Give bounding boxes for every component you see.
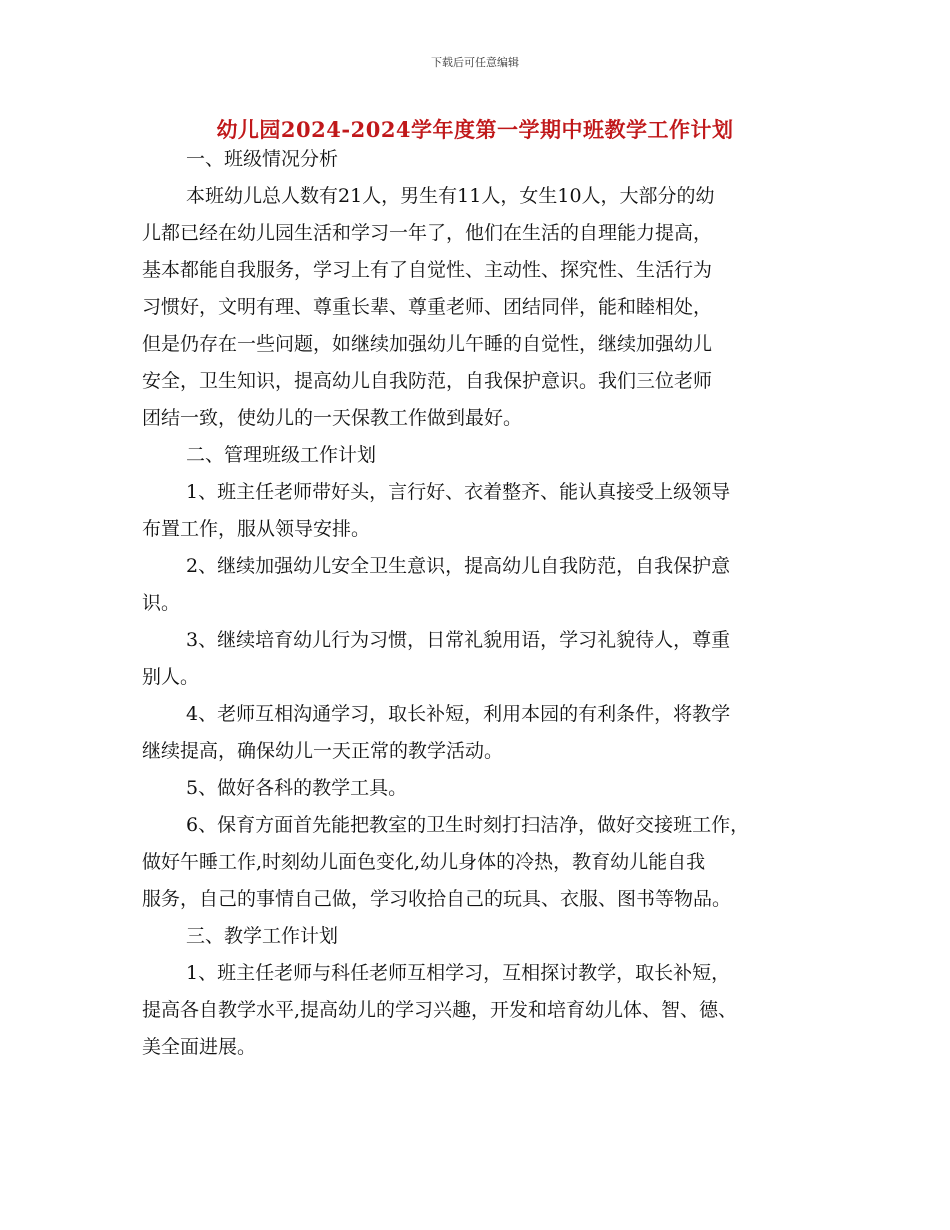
paragraph xyxy=(142,548,822,622)
text-line: 安全，卫生知识，提高幼儿自我防范，自我保护意识。我们三位老师 xyxy=(142,370,713,392)
text-line: 习惯好，文明有理、尊重长辈、尊重老师、团结同伴，能和睦相处， xyxy=(142,296,713,318)
text-line: 别人。 xyxy=(142,666,200,688)
paragraph xyxy=(142,474,822,548)
text-line: 1、班主任老师带好头，言行好、衣着整齐、能认真接受上级领导 xyxy=(186,481,731,503)
text-line: 团结一致，使幼儿的一天保教工作做到最好。 xyxy=(142,407,523,429)
text-line: 识。 xyxy=(142,592,181,614)
text-line: 4、老师互相沟通学习，取长补短，利用本园的有利条件，将教学 xyxy=(186,703,731,725)
text-line: 布置工作，服从领导安排。 xyxy=(142,518,371,540)
paragraph xyxy=(142,955,822,1066)
text-line: 3、继续培育幼儿行为习惯，日常礼貌用语，学习礼貌待人，尊重 xyxy=(186,629,731,651)
paragraph xyxy=(142,437,822,474)
text-line: 继续提高，确保幼儿一天正常的教学活动。 xyxy=(142,740,504,762)
document-body xyxy=(142,141,822,1066)
paragraph xyxy=(142,696,822,770)
paragraph xyxy=(142,807,822,918)
text-line: 6、保育方面首先能把教室的卫生时刻打扫洁净，做好交接班工作， xyxy=(186,814,750,836)
text-line: 服务，自己的事情自己做，学习收拾自己的玩具、衣服、图书等物品。 xyxy=(142,888,732,910)
text-line: 5、做好各科的教学工具。 xyxy=(186,777,408,799)
header-note: 下载后可任意编辑 xyxy=(431,56,519,69)
paragraph xyxy=(142,918,822,955)
text-line: 儿都已经在幼儿园生活和学习一年了，他们在生活的自理能力提高， xyxy=(142,222,713,244)
paragraph xyxy=(142,622,822,696)
text-line: 1、班主任老师与科任老师互相学习，互相探讨教学，取长补短， xyxy=(186,962,731,984)
text-line: 2、继续加强幼儿安全卫生意识，提高幼儿自我防范，自我保护意 xyxy=(186,555,731,577)
text-line: 但是仍存在一些问题，如继续加强幼儿午睡的自觉性，继续加强幼儿 xyxy=(142,333,713,355)
paragraph xyxy=(142,770,822,807)
text-line: 二、管理班级工作计划 xyxy=(186,444,377,466)
paragraph xyxy=(142,178,822,437)
text-line: 本班幼儿总人数有21人，男生有11人，女生10人，大部分的幼 xyxy=(186,185,715,207)
text-line: 做好午睡工作,时刻幼儿面色变化,幼儿身体的冷热，教育幼儿能自我 xyxy=(142,851,706,873)
text-line: 提高各自教学水平,提高幼儿的学习兴趣，开发和培育幼儿体、智、德、 xyxy=(142,999,738,1021)
text-line: 美全面进展。 xyxy=(142,1036,257,1058)
text-line: 三、教学工作计划 xyxy=(186,925,339,947)
text-line: 一、班级情况分析 xyxy=(186,148,339,170)
document-title: 幼儿园2024-2024学年度第一学期中班教学工作计划 xyxy=(216,117,734,142)
text-line: 基本都能自我服务，学习上有了自觉性、主动性、探究性、生活行为 xyxy=(142,259,713,281)
paragraph xyxy=(142,141,822,178)
